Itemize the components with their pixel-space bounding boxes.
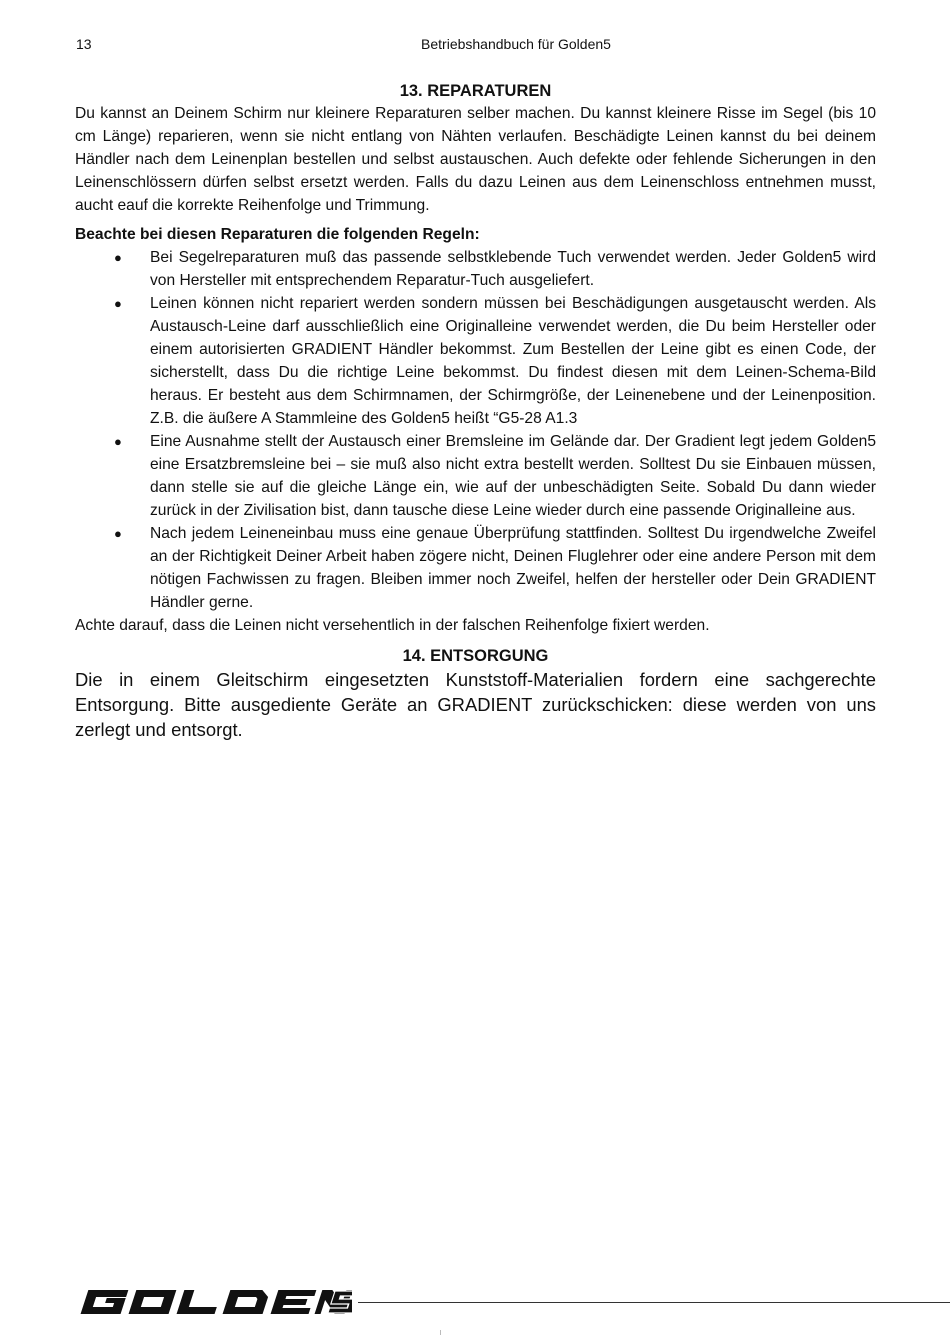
running-header: Betriebshandbuch für Golden5 <box>421 36 611 52</box>
bullet-icon: ● <box>114 526 122 541</box>
bullet-icon: ● <box>114 434 122 449</box>
list-item <box>75 430 876 522</box>
rules-list <box>75 246 876 614</box>
footer-rule <box>358 1302 950 1303</box>
list-item-text: Eine Ausnahme stellt der Austausch einer Bremsleine im Gelände dar. Der Gradient legt jedem Golden5 eine Ersatzbremsleine bei – sie muß also nicht extra bestellt werden. Solltest Du sie Einbauen müssen, dann stelle sie auf die gleiche Länge ein, wie auf der unbeschädigten Seite. Sobald Du dann wieder zurück in der Zivilisation bist, dann tausche diese Leine wieder durch eine passende Originalleine aus. <box>150 433 876 519</box>
page-content <box>75 80 876 742</box>
golden5-logo <box>76 1288 352 1316</box>
page-number: 13 <box>76 36 92 52</box>
section-13-heading: 13. REPARATUREN <box>399 82 552 100</box>
bullet-icon: ● <box>114 296 122 311</box>
footer-mark <box>440 1330 441 1335</box>
section-13-intro: Du kannst an Deinem Schirm nur kleinere Reparaturen selber machen. Du kannst kleinere Risse im Segel (bis 10 cm Länge) reparieren, wenn sie nicht entlang von Nähten verlaufen. Beschädigte Leinen kannst du bei deinem Händler nach dem Leinenplan bestellen und selbst austauschen. Auch defekte oder fehlende Sicherungen in den Leinenschlössern dürfen selbst ersetzt werden. Falls du dazu Leinen aus dem Leinenschloss entnehmen musst, aucht eauf die korrekte Reihenfolge und Trimmung. <box>75 105 876 214</box>
list-item-text: Nach jedem Leineneinbau muss eine genaue Überprüfung stattfinden. Solltest Du irgendwelche Zweifel an der Richtigkeit Deiner Arbeit haben zögere nicht, Deinen Fluglehrer oder eine andere Person mit dem nötigen Fachwissen zu fragen. Bleiben immer noch Zweifel, helfen der hersteller oder Dein GRADIENT Händler gerne. <box>150 525 876 611</box>
list-item <box>75 246 876 292</box>
section-14-text: Die in einem Gleitschirm eingesetzten Kunststoff-Materialien fordern eine sachgerechte Entsorgung. Bitte ausgediente Geräte an GRADIENT zurückschicken: diese werden von uns zerlegt und entsorgt. <box>75 669 876 740</box>
bullet-icon: ● <box>114 250 122 265</box>
list-item <box>75 522 876 614</box>
list-item <box>75 292 876 430</box>
list-item-text: Leinen können nicht repariert werden sondern müssen bei Beschädigungen ausgetauscht werden. Als Austausch-Leine darf ausschließlich eine Originalleine verwendet werden, die Du beim Hersteller oder einem autorisierten GRADIENT Händler bekommst. Zum Bestellen der Leine gibt es einen Code, der sicherstellt, dass Du die richtige Leine bekommst. Du findest diesen mit dem Leinen-Schema-Bild heraus. Er besteht aus dem Schirmnamen, der Schirmgröße, der Leinenebene und der Leinenposition. Z.B. die äußere A Stammleine des Golden5 heißt “G5-28 A1.3 <box>150 295 876 427</box>
section-13-closing: Achte darauf, dass die Leinen nicht versehentlich in der falschen Reihenfolge fixiert werden. <box>75 617 710 634</box>
rules-heading: Beachte bei diesen Reparaturen die folgenden Regeln: <box>75 226 480 243</box>
section-14-heading: 14. ENTSORGUNG <box>402 647 549 665</box>
list-item-text: Bei Segelreparaturen muß das passende selbstklebende Tuch verwendet werden. Jeder Golden5 wird von Hersteller mit entsprechendem Reparatur-Tuch ausgeliefert. <box>150 249 876 289</box>
